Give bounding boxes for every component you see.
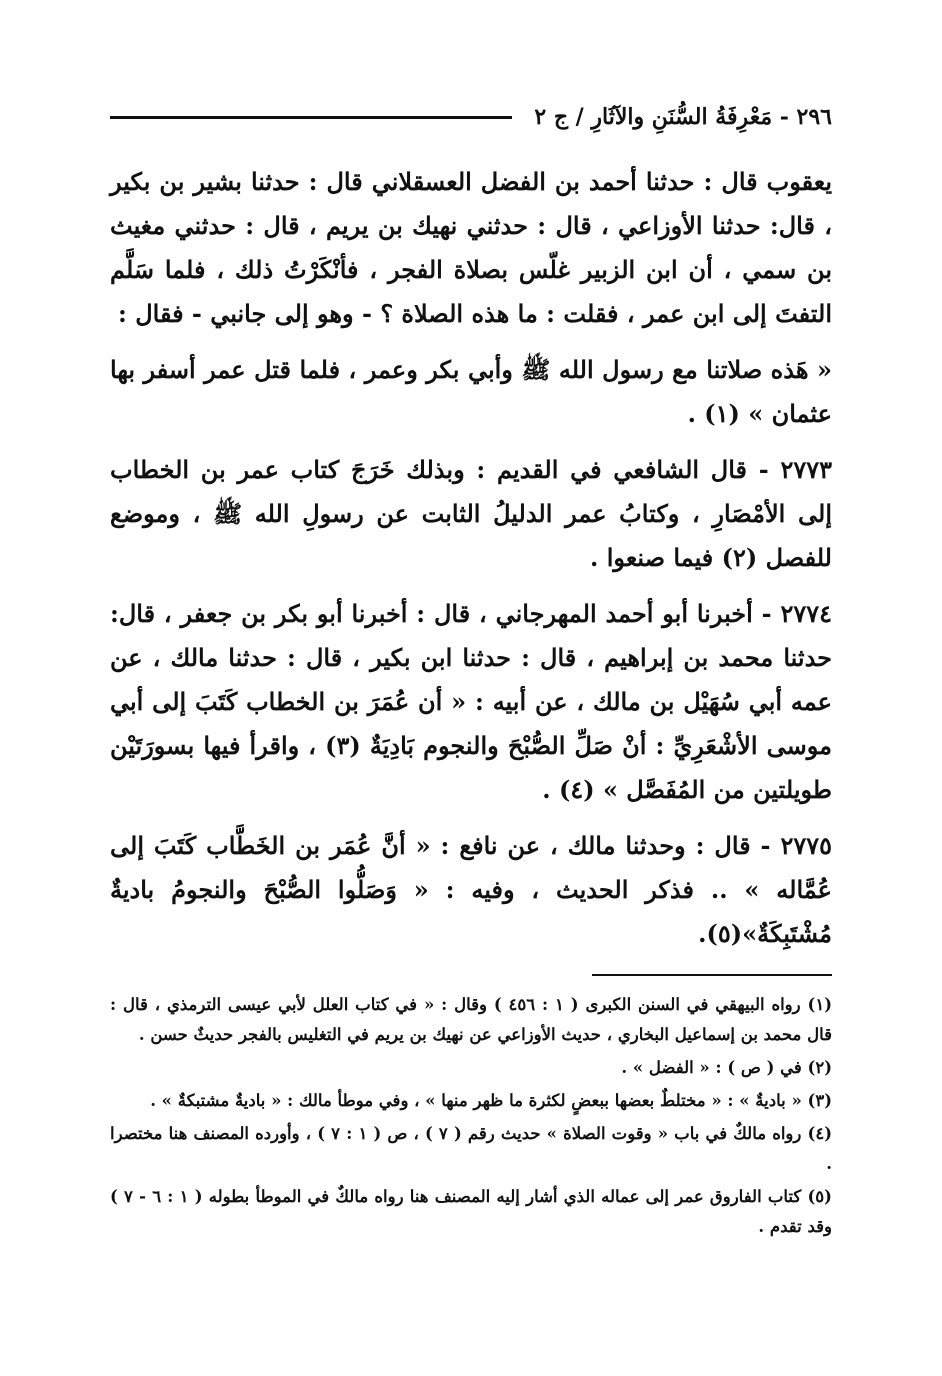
paragraph: ٢٧٧٣ - قال الشافعي في القديم : وبذلك خَرَجَ كتاب عمر بن الخطاب إلى الأمْصَارِ ، وكتابُ عمر الدليلُ الثابت عن رسولِ الله ﷺ ، وموضع للفصل (٢) فيما صنعوا . [110, 455, 832, 572]
header-rule [110, 116, 512, 119]
footnote-divider [592, 974, 832, 976]
paragraph: يعقوب قال : حدثنا أحمد بن الفضل العسقلاني قال : حدثنا بشير بن بكير ، قال: حدثنا الأوزاعي ، قال : حدثني نهيك بن يريم ، قال : حدثني مغيث بن سمي ، أن ابن الزبير غلّس بصلاة الفجر ، فأنْكَرْتُ ذلك ، فلما سَلَّم التفتَ إلى ابن عمر ، فقلت : ما هذه الصلاة ؟ - وهو إلى جانبي - فقال : [110, 167, 832, 328]
footnote: (١) رواه البيهقي في السنن الكبرى ( ١ : ٤٥٦ ) وقال : « في كتاب العلل لأبي عيسى الترمذي ، قال : قال محمد بن إسماعيل البخاري ، حديث الأوزاعي عن نهيك بن يريم في التغليس بالفجر حديثٌ حسن . [110, 995, 832, 1044]
page-header [110, 92, 832, 142]
paragraph: ٢٧٧٥ - قال : وحدثنا مالك ، عن نافع : « أنَّ عُمَر بن الخَطَّاب كَتَبَ إلى عُمَّاله » .. فذكر الحديث ، وفيه : « وَصَلُّوا الصُّبْحَ والنجومُ باديةٌ مُشْتَبِكَةٌ»(٥). [110, 831, 832, 948]
footnotes [110, 990, 832, 1245]
paragraph: ٢٧٧٤ - أخبرنا أبو أحمد المهرجاني ، قال : أخبرنا أبو بكر بن جعفر ، قال: حدثنا محمد بن إبراهيم ، قال : حدثنا ابن بكير ، قال : حدثنا مالك ، عن عمه أبي سُهَيْل بن مالك ، عن أبيه : « أن عُمَرَ بن الخطاب كَتَبَ إلى أبي موسى الأشْعَرِيِّ : أنْ صَلِّ الصُّبْحَ والنجوم بَادِيَةٌ (٣) ، واقرأ فيها بسورَتَيْن طويلتين من المُفَصَّل » (٤) . [110, 599, 832, 804]
book-page [110, 92, 832, 1352]
footnote: (٢) في ( ص ) : « الفضل » . [621, 1058, 832, 1077]
footnote: (٤) رواه مالكٌ في باب « وقوت الصلاة » حديث رقم ( ٧ ) ، ص ( ١ : ٧ ) ، وأورده المصنف هنا مختصرا . [110, 1124, 833, 1173]
footnote: (٥) كتاب الفاروق عمر إلى عماله الذي أشار إليه المصنف هنا رواه مالكٌ في الموطأ بطوله ( ١ : ٦ - ٧ ) وقد تقدم . [110, 1187, 832, 1236]
footnote: (٣) « باديةٌ » : « مختلطٌ بعضها ببعضٍ لكثرة ما ظهر منها » ، وفي موطأ مالك : « باديةٌ مشتبكةٌ » . [150, 1091, 832, 1110]
page-title: ٢٩٦ - مَعْرِفَةُ السُّنَنِ والآثَارِ / ج ٢ [534, 104, 832, 130]
main-text [110, 160, 832, 956]
paragraph: « هَذه صلاتنا مع رسول الله ﷺ وأبي بكر وعمر ، فلما قتل عمر أسفر بها عثمان » (١) . [110, 355, 832, 428]
